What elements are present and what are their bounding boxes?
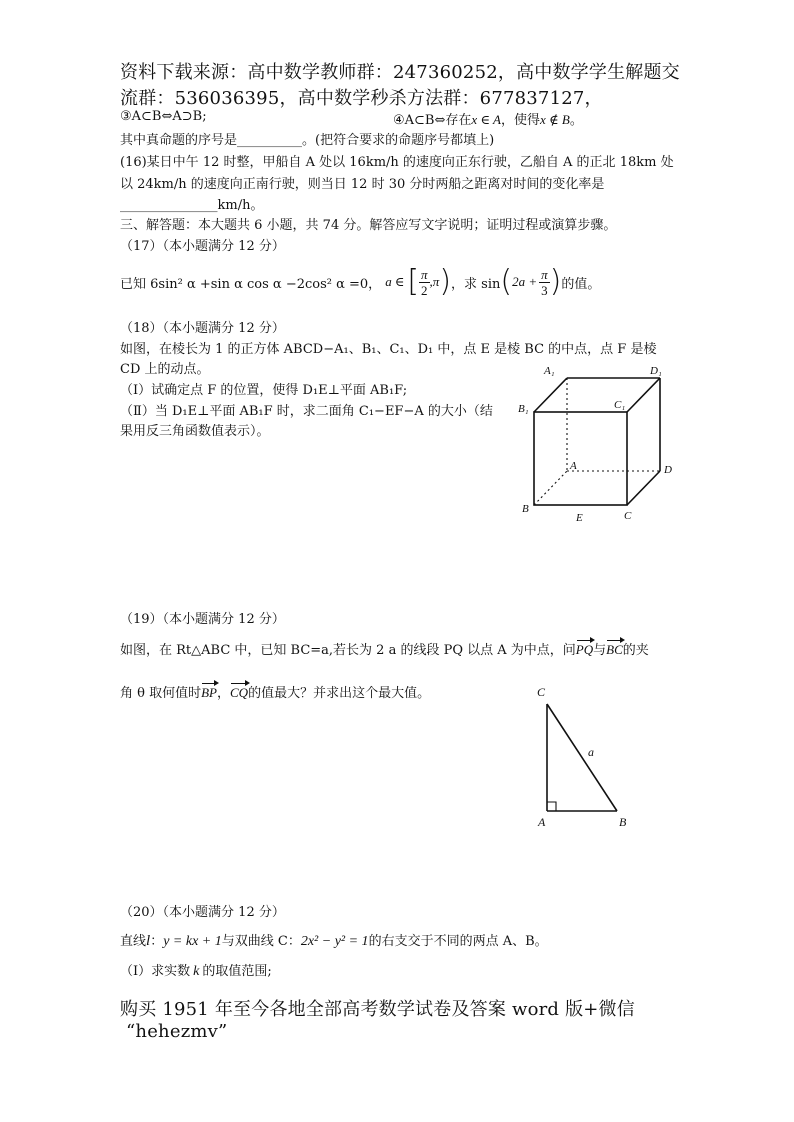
vector-bc: BC xyxy=(606,642,623,657)
q17-title: （17）（本小题满分 12 分） xyxy=(120,239,285,254)
q18-part-2b: 果用反三角函数值表示）。 xyxy=(120,424,270,439)
q18-part-1: （Ⅰ）试确定点 F 的位置，使得 D₁E⊥平面 AB₁F; xyxy=(120,383,408,398)
cube-label-b1: B₁ xyxy=(518,403,529,415)
q19-line-1: 如图，在 Rt△ABC 中，已知 BC=a,若长为 2 a 的线段 PQ 以点 A 为中点，问PQ与BC的夹 xyxy=(120,642,649,658)
footer-line-1: 购买 1951 年至今各地全部高考数学试卷及答案 word 版+微信 xyxy=(120,999,635,1020)
cube-label-e: E xyxy=(576,512,583,524)
section-3-heading: 三、解答题：本大题共 6 小题，共 74 分。解答应写文字说明；证明过程或演算步骤。 xyxy=(120,218,617,233)
triangle-label-a: A xyxy=(538,815,546,829)
q15-option-4: ④A⊂B⇔存在x ∈ A，使得x ∉ B。 xyxy=(393,112,583,128)
q19-line-2: 角 θ 取何值时BP，CQ的值最大？并求出这个最大值。 xyxy=(120,685,431,701)
cube-label-c: C xyxy=(624,510,632,522)
vector-cq: CQ xyxy=(230,685,249,700)
q16-line-3: _______________km/h。 xyxy=(120,198,264,213)
q15-answer-line: 其中真命题的序号是__________。(把符合要求的命题序号都填上) xyxy=(120,133,495,148)
q20-title: （20）（本小题满分 12 分） xyxy=(120,905,285,920)
cube-label-d1: D₁ xyxy=(650,365,662,377)
q16-line-2: 以 24km/h 的速度向正南行驶，则当日 12 时 30 分时两船之距离对时间的变化率是 xyxy=(120,177,605,192)
triangle-label-a-side: a xyxy=(588,745,594,759)
triangle-label-b: B xyxy=(619,815,627,829)
q18-title: （18）（本小题满分 12 分） xyxy=(120,321,285,336)
vector-bp: BP xyxy=(201,685,217,700)
header-line-1: 资料下载来源：高中数学教师群：247360252，高中数学学生解题交 xyxy=(120,62,680,83)
q18-line-1: 如图，在棱长为 1 的正方体 ABCD−A₁、B₁、C₁、D₁ 中，点 E 是棱 BC 的中点，点 F 是棱 xyxy=(120,342,657,357)
q16-line-1: (16)某日中午 12 时整，甲船自 A 处以 16km/h 的速度向正东行驶，乙船自 A 的正北 18km 处 xyxy=(120,155,674,170)
cube-label-a: A xyxy=(570,460,577,472)
cube-label-b: B xyxy=(522,503,529,515)
q19-title: （19）（本小题满分 12 分） xyxy=(120,612,285,627)
cube-label-d: D xyxy=(664,464,672,476)
q20-line-1: 直线l：y = kx + 1与双曲线 C：2x² − y² = 1的右支交于不同的两点 A、B。 xyxy=(120,933,548,949)
right-triangle-figure xyxy=(525,680,640,830)
q18-part-2a: （Ⅱ）当 D₁E⊥平面 AB₁F 时，求二面角 C₁−EF−A 的大小（结 xyxy=(120,404,493,419)
cube-label-a1: A₁ xyxy=(544,365,555,377)
cube-figure xyxy=(510,360,685,525)
cube-label-c1: C₁ xyxy=(614,399,626,411)
header-line-2: 流群：536036395，高中数学秒杀方法群：677837127， xyxy=(120,88,603,109)
triangle-label-c: C xyxy=(537,685,546,699)
q17-statement: 已知 6sin² α +sin α cos α −2cos² α =0， a ∈ [ $\frac{\pi}{2}$ ,π ) ，求 sin ( 2a + $\frac{\pi}{3}$ ) 的值。 xyxy=(120,264,601,299)
vector-pq: PQ xyxy=(575,642,594,657)
q18-line-2: CD 上的动点。 xyxy=(120,362,210,377)
footer-line-2: “hehezmv” xyxy=(126,1021,228,1042)
q15-option-3: ③A⊂B⇔A⊃B; xyxy=(120,109,207,124)
q20-part-1: （Ⅰ）求实数 k 的取值范围; xyxy=(120,964,272,979)
